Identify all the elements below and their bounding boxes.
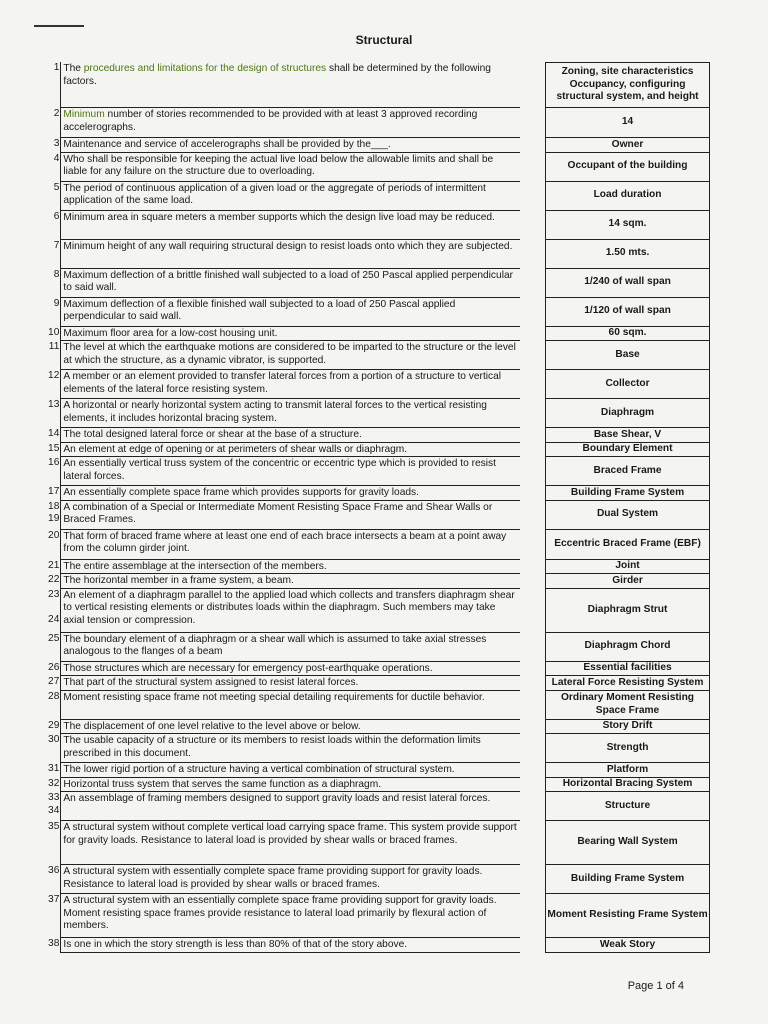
row-number-label: 36 xyxy=(48,865,60,876)
row-number xyxy=(40,821,60,865)
question-body: Horizontal truss system that serves the same function as a diaphragm. xyxy=(63,778,382,790)
answer-cell: Joint xyxy=(545,560,710,575)
answer-cell: Horizontal Bracing System xyxy=(545,778,710,793)
question-body: The lower rigid portion of a structure having a vertical combination of structural system. xyxy=(63,764,455,775)
column-gap xyxy=(520,763,545,778)
column-gap xyxy=(520,108,545,138)
row-number xyxy=(40,589,60,633)
answer-cell: Diaphragm Chord xyxy=(545,633,710,662)
question-body: An essentially complete space frame which provides supports for gravity loads. xyxy=(63,487,419,498)
table-row xyxy=(40,792,710,821)
row-number xyxy=(40,691,60,720)
row-number-label: 15 xyxy=(48,442,60,454)
table-row xyxy=(40,153,710,182)
column-gap xyxy=(520,821,545,865)
question-text xyxy=(60,108,520,138)
row-number-label: 31 xyxy=(48,763,60,774)
question-text xyxy=(60,530,520,560)
row-number-label: 35 xyxy=(48,821,60,832)
question-text xyxy=(60,370,520,399)
row-number xyxy=(40,341,60,370)
answer-cell: Diaphragm xyxy=(545,399,710,428)
row-number-label: 27 xyxy=(48,676,60,687)
table-row xyxy=(40,341,710,370)
column-gap xyxy=(520,153,545,182)
question-text xyxy=(60,399,520,428)
row-number-label: 10 xyxy=(48,326,60,338)
question-body: An assemblage of framing members designed to support gravity loads and resist lateral forces. xyxy=(63,793,491,804)
column-gap xyxy=(520,560,545,575)
row-number-label: 18 xyxy=(48,500,60,512)
row-number-label: 16 xyxy=(48,457,60,468)
column-gap xyxy=(520,182,545,211)
question-highlight: procedures and limitations for the design of structures xyxy=(83,63,327,74)
row-number-label: 30 xyxy=(48,734,60,745)
question-text xyxy=(60,138,520,153)
answer-cell: Story Drift xyxy=(545,720,710,735)
row-number xyxy=(40,182,60,211)
answer-cell: Load duration xyxy=(545,182,710,211)
answer-cell: Boundary Element xyxy=(545,443,710,458)
question-text xyxy=(60,182,520,211)
column-gap xyxy=(520,428,545,443)
question-text xyxy=(60,443,520,458)
table-row xyxy=(40,938,710,953)
question-text xyxy=(60,298,520,327)
question-text xyxy=(60,428,520,443)
answer-cell: Zoning, site characteristics Occupancy, configuring structural system, and height xyxy=(545,62,710,108)
question-body: An element at edge of opening or at perimeters of shear walls or diaphragm. xyxy=(63,443,408,455)
question-highlight: Minimum xyxy=(63,109,105,120)
question-text xyxy=(60,894,520,938)
row-number xyxy=(40,370,60,399)
row-number xyxy=(40,763,60,778)
table-row xyxy=(40,370,710,399)
question-body: Is one in which the story strength is less than 80% of that of the story above. xyxy=(63,939,408,950)
question-body: The boundary element of a diaphragm or a shear wall which is assumed to take axial stresses analogous to the flanges of a beam xyxy=(63,633,487,657)
table-row xyxy=(40,734,710,763)
table-row xyxy=(40,763,710,778)
question-body: number of stories recommended to be provided with at least 3 approved recording accelerographs. xyxy=(63,109,478,133)
row-number xyxy=(40,778,60,793)
question-text xyxy=(60,62,520,108)
answer-cell: Strength xyxy=(545,734,710,763)
table-row xyxy=(40,530,710,560)
row-number-label: 20 xyxy=(48,529,60,541)
question-text xyxy=(60,486,520,501)
row-number-label: 13 xyxy=(48,399,60,410)
answer-cell: 1.50 mts. xyxy=(545,240,710,269)
column-gap xyxy=(520,486,545,501)
table-row xyxy=(40,182,710,211)
column-gap xyxy=(520,501,545,530)
answer-cell: Platform xyxy=(545,763,710,778)
header-dash xyxy=(34,25,84,27)
row-number-label: 7 xyxy=(53,239,60,251)
row-number-label: 8 xyxy=(53,268,60,280)
row-number-label: 4 xyxy=(53,152,60,164)
row-number-label: 19 xyxy=(48,513,60,524)
question-body: Moment resisting space frame not meeting special detailing requirements for ductile behavior. xyxy=(63,691,485,703)
answer-cell: Base xyxy=(545,341,710,370)
question-body: A combination of a Special or Intermediate Moment Resisting Space Frame and Shear Walls or Braced Frames. xyxy=(63,501,493,525)
question-text xyxy=(60,327,520,342)
column-gap xyxy=(520,792,545,821)
row-number xyxy=(40,428,60,443)
question-text xyxy=(60,211,520,240)
column-gap xyxy=(520,399,545,428)
row-number xyxy=(40,443,60,458)
row-number xyxy=(40,327,60,342)
row-number xyxy=(40,938,60,953)
answer-cell: Eccentric Braced Frame (EBF) xyxy=(545,530,710,560)
answer-cell: Weak Story xyxy=(545,938,710,953)
row-number-label: 14 xyxy=(48,428,60,439)
table-row xyxy=(40,778,710,793)
row-number-label: 11 xyxy=(48,341,60,352)
table-row xyxy=(40,589,710,633)
column-gap xyxy=(520,778,545,793)
column-gap xyxy=(520,530,545,560)
table-row xyxy=(40,443,710,458)
row-number-label: 29 xyxy=(48,719,60,731)
question-text xyxy=(60,269,520,298)
row-number-label: 28 xyxy=(48,690,60,702)
question-text xyxy=(60,676,520,691)
question-text xyxy=(60,763,520,778)
row-number xyxy=(40,138,60,153)
question-body: Maximum floor area for a low-cost housing unit. xyxy=(63,327,278,339)
answer-cell: Occupant of the building xyxy=(545,153,710,182)
table-row xyxy=(40,327,710,342)
row-number-label: 3 xyxy=(53,138,60,149)
question-body: The total designed lateral force or shear at the base of a structure. xyxy=(63,429,362,440)
table-row xyxy=(40,894,710,938)
question-text xyxy=(60,589,520,633)
answer-cell: Collector xyxy=(545,370,710,399)
row-number xyxy=(40,662,60,677)
answer-cell: Moment Resisting Frame System xyxy=(545,894,710,938)
question-body: Maximum deflection of a brittle finished wall subjected to a load of 250 Pascal applied perpendicular to said wall. xyxy=(63,269,514,293)
question-text xyxy=(60,821,520,865)
answer-cell: Essential facilities xyxy=(545,662,710,677)
column-gap xyxy=(520,589,545,633)
table-row xyxy=(40,428,710,443)
row-number xyxy=(40,501,60,530)
answer-cell: 60 sqm. xyxy=(545,327,710,342)
question-body: shall be determined by the following factors. xyxy=(63,63,491,87)
question-answer-table xyxy=(40,62,710,953)
question-body: A structural system without complete vertical load carrying space frame. This system provide support for gravity loads. Resistance to lateral load is provided by shear walls or braced frames. xyxy=(63,822,517,846)
question-body: An essentially vertical truss system of the concentric or eccentric type which is provided to resist lateral forces. xyxy=(63,458,496,482)
question-text xyxy=(60,633,520,662)
row-number-label: 33 xyxy=(48,792,60,803)
table-row xyxy=(40,574,710,589)
table-row xyxy=(40,138,710,153)
question-text xyxy=(60,691,520,720)
row-number xyxy=(40,792,60,821)
question-body: Minimum height of any wall requiring structural design to resist loads onto which they are subjected. xyxy=(63,240,513,252)
question-body: Minimum area in square meters a member supports which the design live load may be reduced. xyxy=(63,211,495,223)
answer-cell: 1/120 of wall span xyxy=(545,298,710,327)
column-gap xyxy=(520,691,545,720)
answer-cell: Ordinary Moment Resisting Space Frame xyxy=(545,691,710,720)
row-number xyxy=(40,865,60,894)
row-number-label: 9 xyxy=(53,297,60,309)
column-gap xyxy=(520,240,545,269)
table-row xyxy=(40,501,710,530)
table-row xyxy=(40,486,710,501)
row-number-label: 21 xyxy=(48,559,60,571)
answer-cell: Base Shear, V xyxy=(545,428,710,443)
page-title: Structural xyxy=(355,33,413,47)
table-row xyxy=(40,662,710,677)
column-gap xyxy=(520,211,545,240)
question-body: The usable capacity of a structure or its members to resist loads within the deformation limits prescribed in this document. xyxy=(63,735,481,759)
column-gap xyxy=(520,138,545,153)
table-row xyxy=(40,399,710,428)
row-number xyxy=(40,734,60,763)
table-row xyxy=(40,676,710,691)
row-number-label: 37 xyxy=(48,894,60,905)
row-number-label xyxy=(40,601,59,614)
question-prefix: The xyxy=(63,63,84,74)
column-gap xyxy=(520,676,545,691)
row-number xyxy=(40,211,60,240)
table-row xyxy=(40,62,710,108)
row-number xyxy=(40,530,60,560)
column-gap xyxy=(520,894,545,938)
table-row xyxy=(40,720,710,735)
answer-cell: 14 xyxy=(545,108,710,138)
row-number-label: 32 xyxy=(48,777,60,789)
row-number xyxy=(40,399,60,428)
question-body: An element of a diaphragm parallel to the applied load which collects and transfers diaphragm shear to vertical resisting elements or distributes loads within the diaphragm. Such members may take axial tension or compression. xyxy=(63,589,515,626)
question-text xyxy=(60,153,520,182)
question-text xyxy=(60,501,520,530)
table-row xyxy=(40,691,710,720)
column-gap xyxy=(520,938,545,953)
question-body: The displacement of one level relative to the level above or below. xyxy=(63,720,361,732)
table-row xyxy=(40,269,710,298)
column-gap xyxy=(520,574,545,589)
column-gap xyxy=(520,662,545,677)
column-gap xyxy=(520,457,545,486)
question-body: A structural system with essentially complete space frame providing support for gravity loads. Resistance to lateral load is provided by shear walls or braced frames. xyxy=(63,866,483,890)
question-body: Maintenance and service of accelerographs shall be provided by the___. xyxy=(63,139,391,150)
question-body: Who shall be responsible for keeping the actual live load below the allowable limits and shall be liable for any failure on the structure due to overloading. xyxy=(63,153,494,177)
question-text xyxy=(60,457,520,486)
row-number xyxy=(40,720,60,735)
answer-cell: Structure xyxy=(545,792,710,821)
question-text xyxy=(60,574,520,589)
column-gap xyxy=(520,269,545,298)
table-row xyxy=(40,633,710,662)
column-gap xyxy=(520,298,545,327)
answer-cell: 1/240 of wall span xyxy=(545,269,710,298)
row-number xyxy=(40,298,60,327)
question-body: The entire assemblage at the intersection of the members. xyxy=(63,560,327,572)
row-number xyxy=(40,269,60,298)
question-text xyxy=(60,792,520,821)
answer-cell: Owner xyxy=(545,138,710,153)
question-body: A structural system with an essentially complete space frame providing support for gravity loads. Moment resisting space frames provide resistance to lateral load primarily by flexural action of members. xyxy=(63,895,497,931)
column-gap xyxy=(520,443,545,458)
row-number-label: 5 xyxy=(53,181,60,193)
column-gap xyxy=(520,341,545,370)
row-number-label: 1 xyxy=(53,62,60,73)
column-gap xyxy=(520,327,545,342)
answer-cell: Girder xyxy=(545,574,710,589)
row-number xyxy=(40,676,60,691)
row-number-label: 17 xyxy=(48,486,60,497)
question-body: That form of braced frame where at least one end of each brace intersects a beam at a point away from the column girder joint. xyxy=(63,530,507,554)
column-gap xyxy=(520,62,545,108)
question-text xyxy=(60,560,520,575)
question-text xyxy=(60,341,520,370)
question-text xyxy=(60,865,520,894)
column-gap xyxy=(520,865,545,894)
row-number xyxy=(40,486,60,501)
question-text xyxy=(60,938,520,953)
answer-cell: Bearing Wall System xyxy=(545,821,710,865)
answer-cell: 14 sqm. xyxy=(545,211,710,240)
table-row xyxy=(40,211,710,240)
row-number xyxy=(40,153,60,182)
row-number-label: 6 xyxy=(53,210,60,222)
page-number: Page 1 of 4 xyxy=(627,980,684,992)
row-number-label: 2 xyxy=(53,108,60,119)
question-body: That part of the structural system assigned to resist lateral forces. xyxy=(63,677,359,688)
row-number xyxy=(40,633,60,662)
row-number-label: 26 xyxy=(48,661,60,673)
question-text xyxy=(60,240,520,269)
table-row xyxy=(40,298,710,327)
row-number xyxy=(40,240,60,269)
question-body: The period of continuous application of a given load or the aggregate of periods of intermittent application of the same load. xyxy=(63,182,486,206)
row-number-label: 24 xyxy=(48,613,60,625)
table-row xyxy=(40,821,710,865)
row-number xyxy=(40,560,60,575)
row-number-label: 34 xyxy=(48,804,60,816)
answer-cell: Braced Frame xyxy=(545,457,710,486)
question-body: The horizontal member in a frame system, a beam. xyxy=(63,575,294,586)
question-body: Maximum deflection of a flexible finished wall subjected to a load of 250 Pascal applied perpendicular to said wall. xyxy=(63,298,456,322)
question-text xyxy=(60,662,520,677)
table-row xyxy=(40,457,710,486)
answer-cell: Diaphragm Strut xyxy=(545,589,710,633)
column-gap xyxy=(520,734,545,763)
answer-cell: Building Frame System xyxy=(545,865,710,894)
row-number xyxy=(40,62,60,108)
table-row xyxy=(40,240,710,269)
row-number xyxy=(40,574,60,589)
column-gap xyxy=(520,633,545,662)
row-number-label: 22 xyxy=(48,574,60,585)
column-gap xyxy=(520,720,545,735)
table-row xyxy=(40,865,710,894)
table-row xyxy=(40,108,710,138)
table-row xyxy=(40,560,710,575)
question-text xyxy=(60,778,520,793)
question-body: Those structures which are necessary for emergency post-earthquake operations. xyxy=(63,662,433,674)
row-number xyxy=(40,108,60,138)
question-text xyxy=(60,734,520,763)
row-number xyxy=(40,894,60,938)
answer-cell: Building Frame System xyxy=(545,486,710,501)
row-number-label: 38 xyxy=(48,938,60,949)
row-number xyxy=(40,457,60,486)
question-body: The level at which the earthquake motions are considered to be imparted to the structure or the level at which the structure, as a dynamic vibrator, is supported. xyxy=(63,342,516,366)
answer-cell: Lateral Force Resisting System xyxy=(545,676,710,691)
row-number-label: 23 xyxy=(48,588,60,600)
answer-cell: Dual System xyxy=(545,501,710,530)
question-body: A horizontal or nearly horizontal system acting to transmit lateral forces to the vertical resisting elements, it includes horizontal bracing system. xyxy=(63,400,487,424)
row-number-label: 25 xyxy=(48,632,60,644)
question-text xyxy=(60,720,520,735)
question-body: A member or an element provided to transfer lateral forces from a portion of a structure to vertical elements of the lateral force resisting system. xyxy=(63,371,502,395)
column-gap xyxy=(520,370,545,399)
row-number-label: 12 xyxy=(48,370,60,381)
